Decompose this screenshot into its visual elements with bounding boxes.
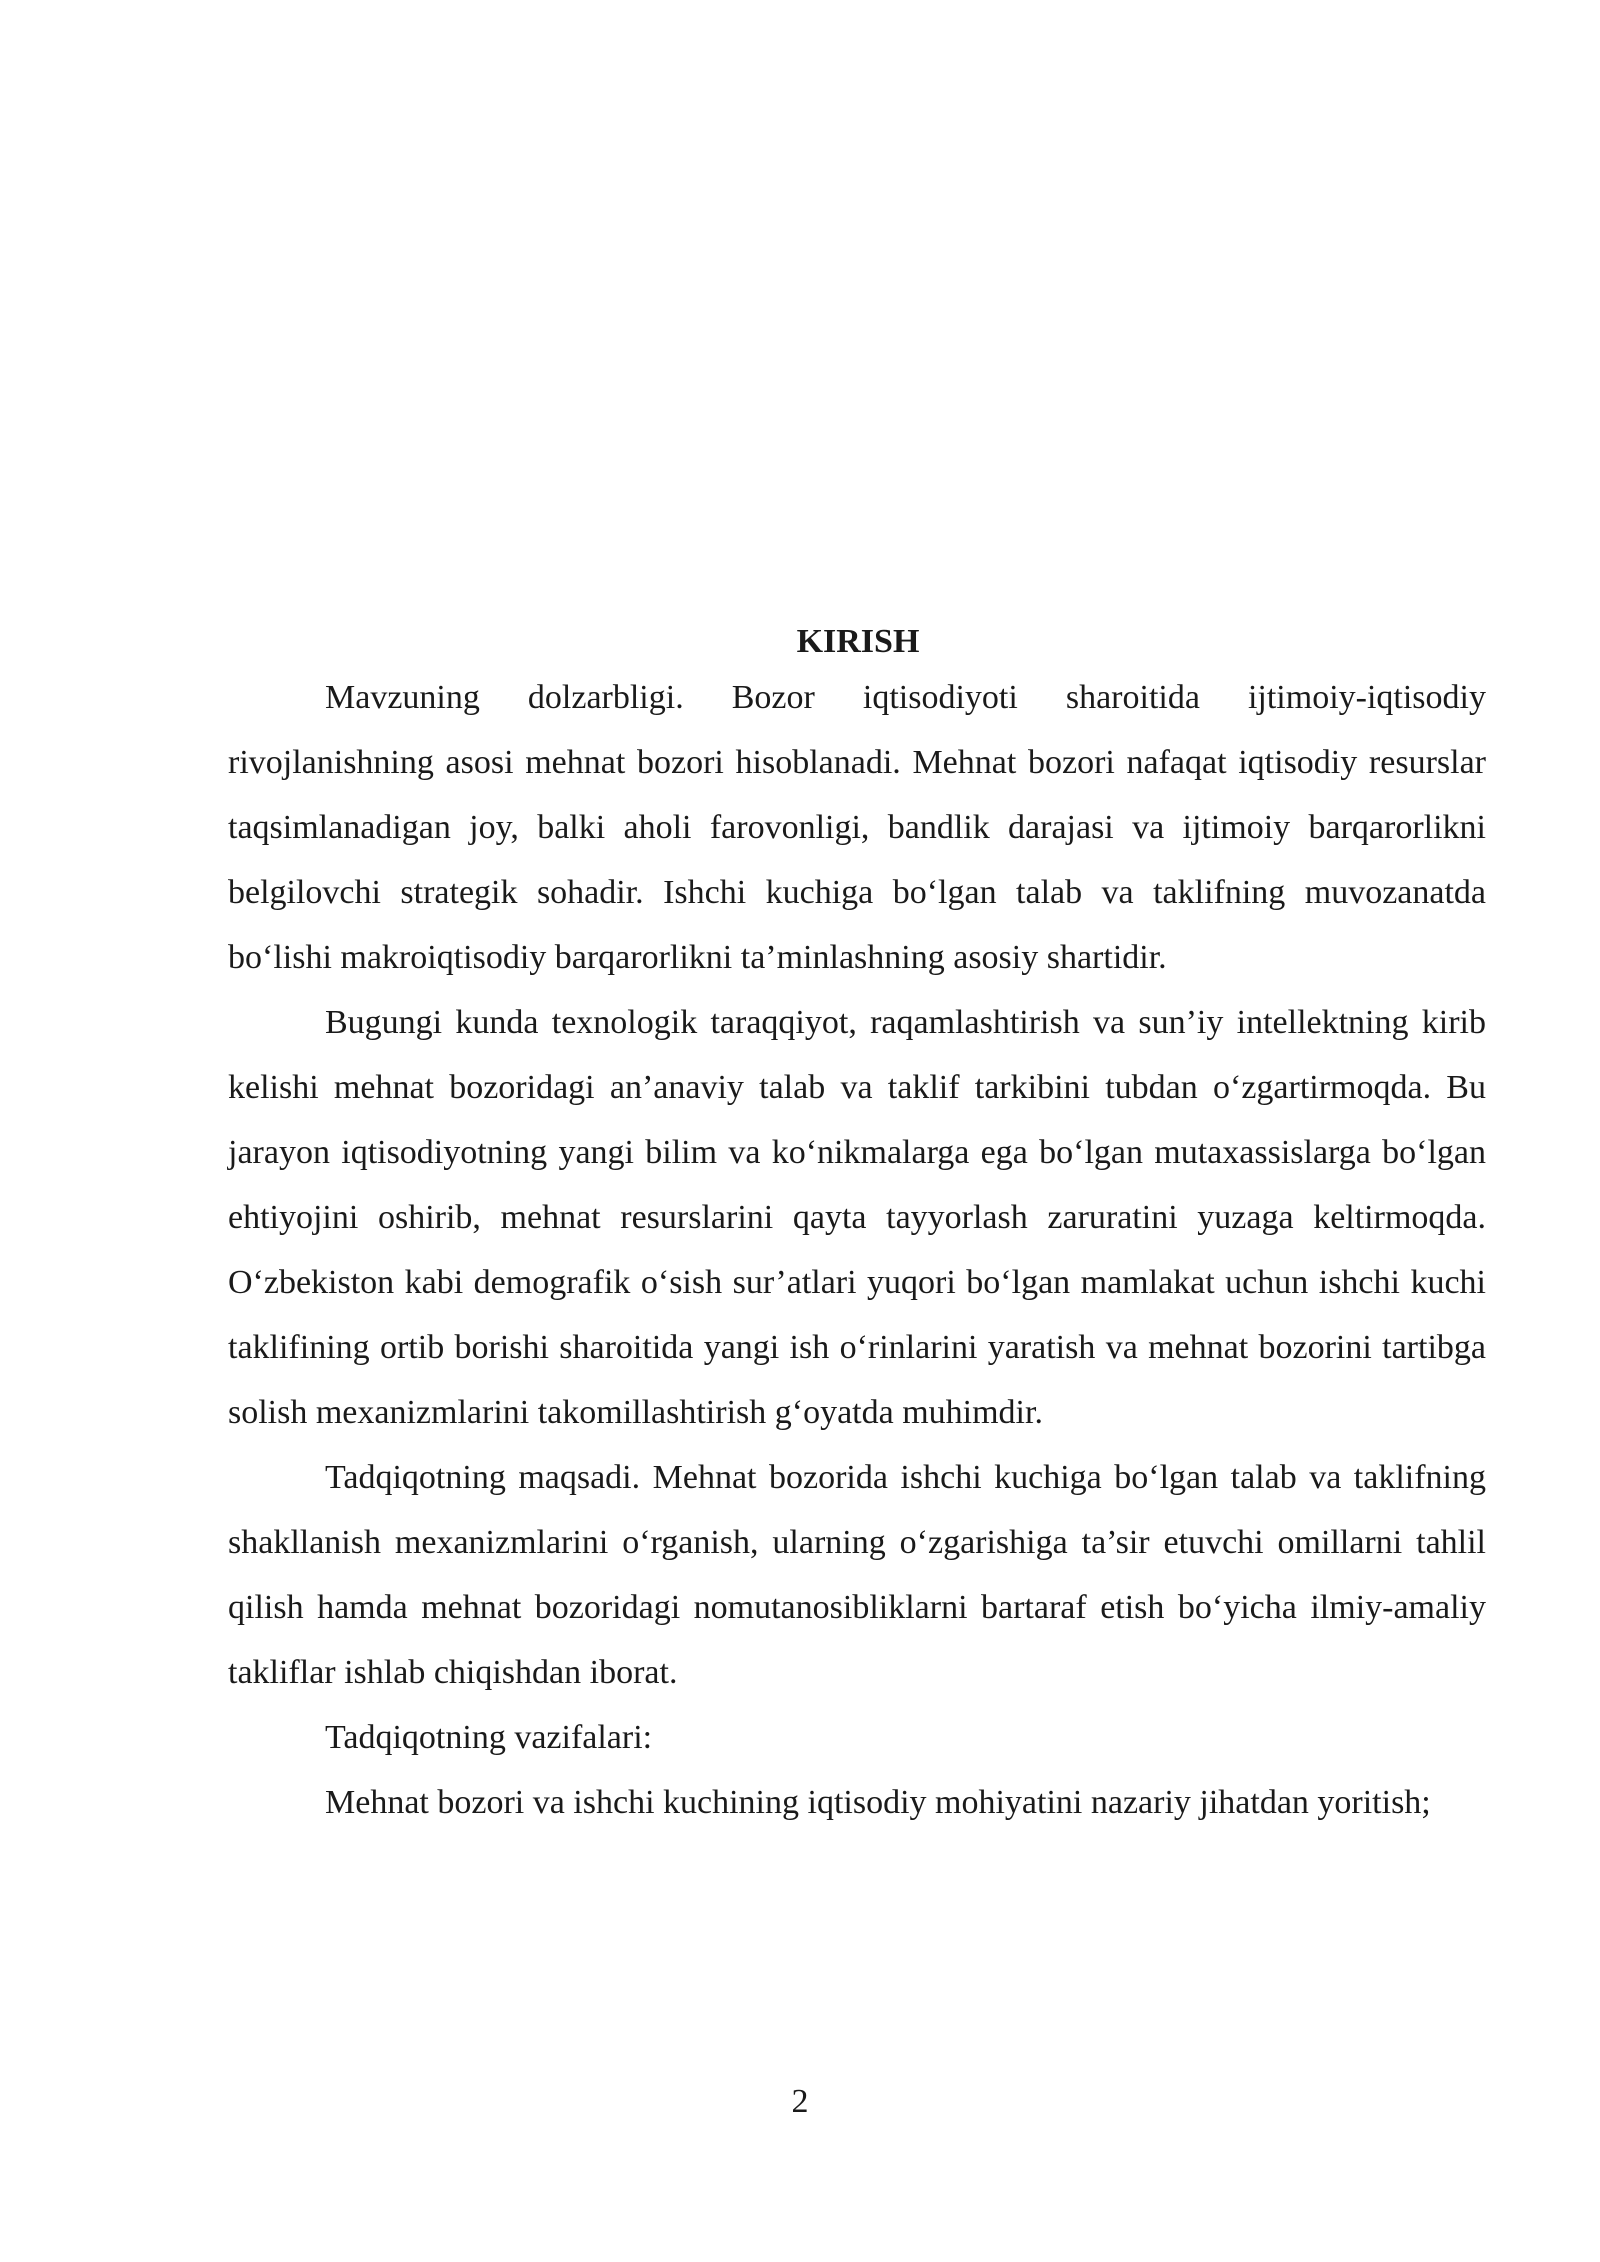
paragraph-tasks-heading: Tadqiqotning vazifalari: [325, 1719, 653, 1756]
page-number: 2 [791, 2083, 809, 2120]
paragraph-task-1: Mehnat bozori va ishchi kuchining iqtisodiy mohiyatini nazariy jihatdan yoritish; [325, 1784, 1431, 1821]
section-heading: KIRISH [796, 623, 920, 660]
paragraph-relevance: Mavzuning dolzarbligi. Bozor iqtisodiyoti sharoitida ijtimoiy-iqtisodiy rivojlanishning asosi mehnat bozori hisoblanadi. Mehnat bozori nafaqat iqtisodiy resurslar taqsimlanadigan joy, balki aholi farovonligi, bandlik darajasi va ijtimoiy barqarorlikni belgilovchi strategik sohadir. Ishchi kuchiga bo‘lgan talab va taklifning muvozanatda bo‘lishi makroiqtisodiy barqarorlikni ta’minlashning asosiy shartidir. [228, 679, 1486, 976]
paragraph-context: Bugungi kunda texnologik taraqqiyot, raqamlashtirish va sun’iy intellektning kirib kelishi mehnat bozoridagi an’anaviy talab va taklif tarkibini tubdan o‘zgartirmoqda. Bu jarayon iqtisodiyotning yangi bilim va ko‘nikmalarga ega bo‘lgan mutaxassislarga bo‘lgan ehtiyojini oshirib, mehnat resurslarini qayta tayyorlash zaruratini yuzaga keltirmoqda. O‘zbekiston kabi demografik o‘sish sur’atlari yuqori bo‘lgan mamlakat uchun ishchi kuchi taklifining ortib borishi sharoitida yangi ish o‘rinlarini yaratish va mehnat bozorini tartibga solish mexanizmlarini takomillashtirish g‘oyatda muhimdir. [228, 1004, 1486, 1431]
page-body [228, 595, 1486, 1835]
paragraph-goal: Tadqiqotning maqsadi. Mehnat bozorida ishchi kuchiga bo‘lgan talab va taklifning shakllanish mexanizmlarini o‘rganish, ularning o‘zgarishiga ta’sir etuvchi omillarni tahlil qilish hamda mehnat bozoridagi nomutanosibliklarni bartaraf etish bo‘yicha ilmiy-amaliy takliflar ishlab chiqishdan iborat. [228, 1459, 1486, 1691]
